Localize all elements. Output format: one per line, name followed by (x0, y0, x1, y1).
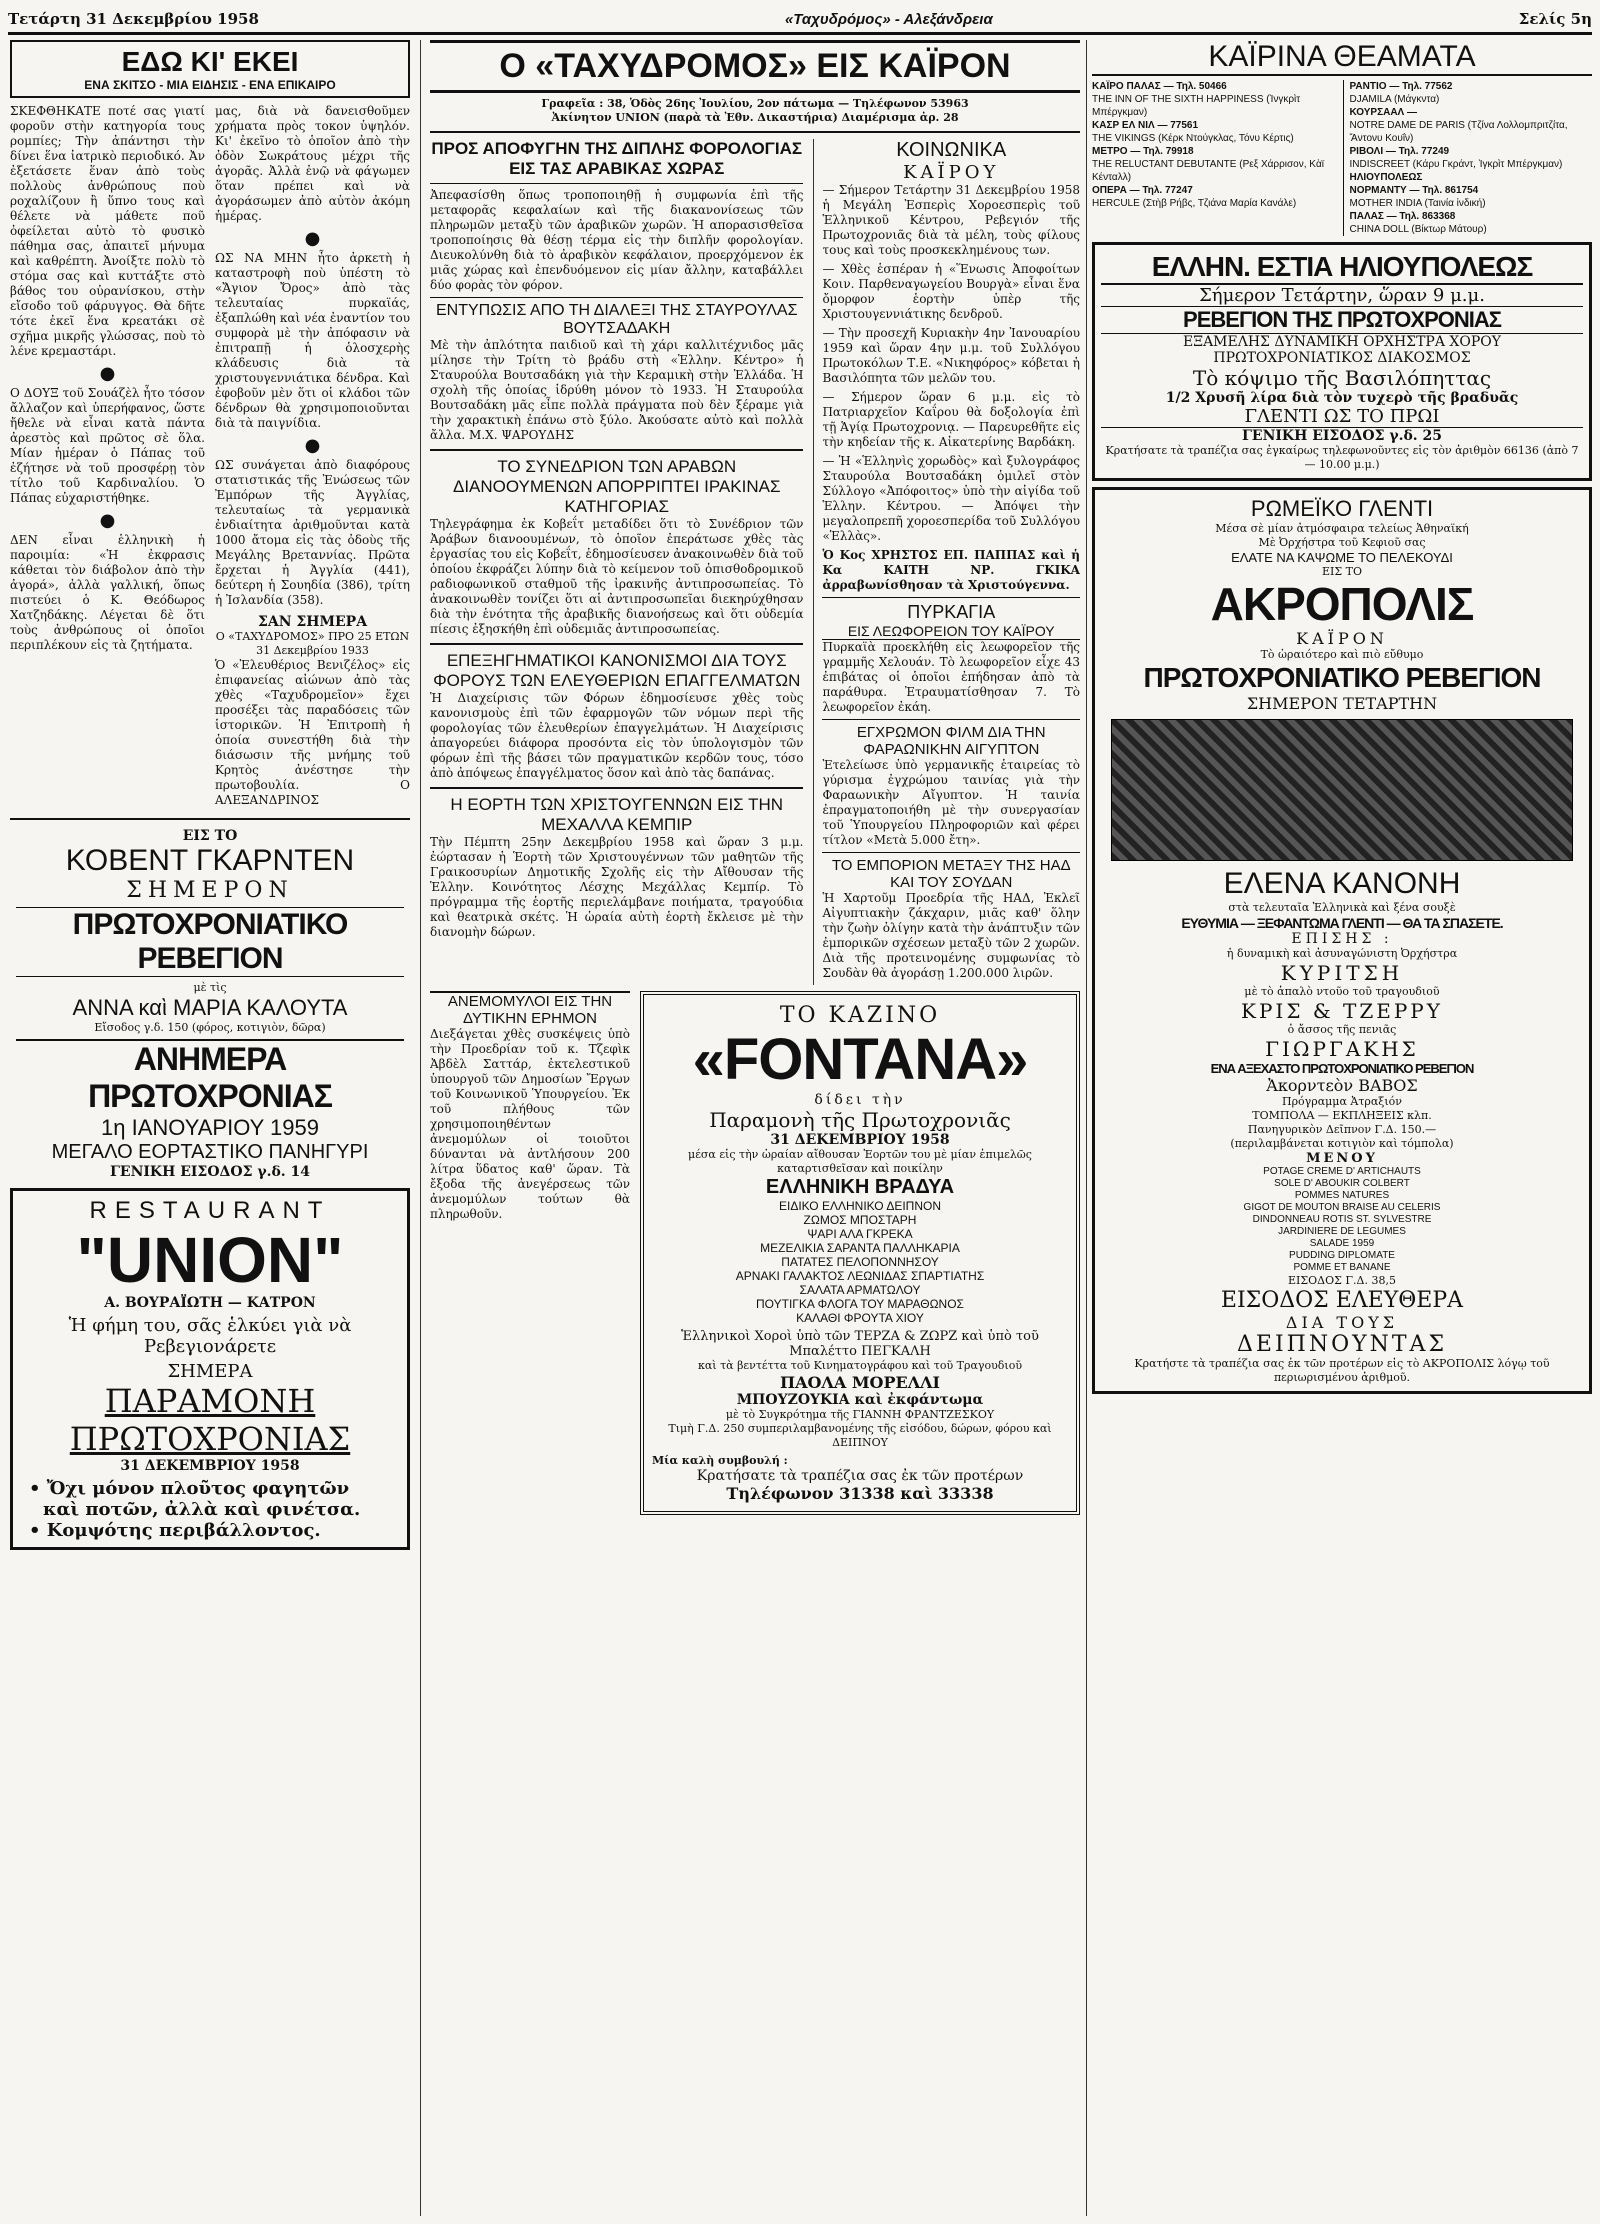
dinner-price: Πανηγυρικὸν Δεῖπνον Γ.Δ. 150.— (1247, 1123, 1437, 1136)
dinner-includes: (περιλαμβάνεται κοτιγιὸν καὶ τόμπολα) (1230, 1137, 1454, 1150)
hestia-entry: ΓΕΝΙΚΗ ΕΙΣΟΔΟΣ γ.δ. 25 (1101, 427, 1583, 444)
news-text: Ἐτελείωσε ὑπὸ γερμανικῆς ἑταιρείας τὸ γύρισμα ἐγχρώμου ταινίας γιὰ τὴν Φαραωνικὴν Αἴγυπτον. Ἡ ταινία ἐπραγματοποιήθη μὲ τὴν συνεργασίαν τοῦ Ὑπουργείου Πληροφοριῶν καὶ φέρει τίτλον «Μετὰ 5.000 ἔτη». (822, 758, 1080, 847)
entry-price: ΕΙΣΟΔΟΣ Γ.Δ. 38,5 (1288, 1274, 1396, 1287)
anniversary-title: ΣΑΝ ΣΗΜΕΡΑ (257, 614, 368, 630)
anniversary-date: 31 Δεκεμβρίου 1933 (256, 644, 369, 657)
news-title: ΤΟ ΕΜΠΟΡΙΟΝ ΜΕΤΑΞΥ ΤΗΣ ΗΑΔ ΚΑΙ ΤΟΥ ΣΟΥΔΑΝ (831, 857, 1071, 891)
menu-item: ΨΑΡΙ ΑΛΑ ΓΚΡΕΚΑ (807, 1227, 913, 1241)
article-paragraph: ΩΣ ΝΑ ΜΗΝ ἦτο ἀρκετὴ ἡ καταστροφὴ ποὺ ὑπέστη τὸ «Ἄγιον Ὄρος» ἀπὸ τὰς τελευταίας πυρκαϊάς, ἐξαπλώθη καὶ νέα ἐναντίον του συμφορὰ μὲ τὴν ἀπόφασιν νὰ ἐπιτραπῇ ἡ ὁλοσχερὴς κλάδευσις διὰ τὰ χριστουγεννιάτικα δένδρα. Καὶ ἐφοβοῦν μὲν ὅτι οἱ κλάδοι τῶν δένδρων θὰ χρησιμοποιοῦνται διὰ τὰ παιγνίδια. (215, 251, 410, 430)
article-title: Η ΕΟΡΤΗ ΤΩΝ ΧΡΙΣΤΟΥΓΕΝΝΩΝ ΕΙΣ ΤΗΝ ΜΕΧΑΛΛΑ ΚΕΜΠΙΡ (450, 795, 784, 834)
hestia-fun: ΓΛΕΝΤΙ ΩΣ ΤΟ ΠΡΩΙ (1244, 406, 1440, 427)
social-note: — Σήμερον Τετάρτην 31 Δεκεμβρίου 1958 ἡ Μεγάλη Ἐσπερὶς Χοροεσπερὶς τοῦ Ἑλληνικοῦ Κέντρου, Ρεβεγιόν τῆς Πρωτοχρονιᾶς διὰ τὰ μέλη, τοὺς φίλους τους καὶ τοὺς προσκεκλημένους των. (822, 183, 1080, 257)
restaurant-label: RESTAURANT (89, 1197, 331, 1224)
cinema-entry: NOTRE DAME DE PARIS (Τζίνα Λολλομπριτζίτα, Ἄντονυ Κουΐν) (1349, 120, 1568, 144)
fontana-night: ΕΛΛΗΝΙΚΗ ΒΡΑΔΥΑ (765, 1176, 955, 1198)
hestia-band: ΕΞΑΜΕΛΗΣ ΔΥΝΑΜΙΚΗ ΟΡΧΗΣΤΡΑ ΧΟΡΟΥ (1183, 334, 1501, 350)
for-label: ΔΙΑ ΤΟΥΣ (1285, 1313, 1399, 1332)
star-name: ΕΛΕΝΑ ΚΑΝΟΝΗ (1223, 867, 1461, 900)
office-address: Γραφεῖα : 38, Ὁδὸς 26ης Ἰουλίου, 2ον πάτωμα — Τηλέφωνον 53963 (541, 97, 969, 110)
cinema-entry: DJAMILA (Μάγκντα) (1349, 94, 1440, 105)
hestia-decor: ΠΡΩΤΟΧΡΟΝΙΑΤΙΚΟΣ ΔΙΑΚΟΣΜΟΣ (1213, 350, 1471, 366)
fontana-phone: Τηλέφωνον 31338 καὶ 33338 (726, 1484, 994, 1503)
fontana-eve: Παραμονὴ τῆς Πρωτοχρονιᾶς (709, 1108, 1011, 1132)
news-text: Ἡ Χαρτοῦμ Προεδρία τῆς ΗΑΔ, Ἐκλεῖ Αἰγυπτιακὴν ζάκχαριν, μιᾶς καθ' ὅλην τὴν ζωὴν ὀλίγην κατὰ τὴν ἀνάπτυξιν τῶν ἐμπορικῶν σχέσεων μεταξὺ τῶν 2 χωρῶν. Διὰ τῆς προτεινομένης συμφωνίας τὸ Σουδὰν θὰ ἀγοράσῃ 1.200.000 λιρῶν. (822, 891, 1080, 980)
fontana-book: Κρατήσατε τὰ τραπέζια σας ἐκ τῶν προτέρων (696, 1468, 1024, 1484)
edo-ki-ekei-header (10, 40, 410, 98)
cinema-entry: ΚΑΣΡ ΕΛ ΝΙΛ — 77561 (1092, 120, 1199, 131)
menu-item: SOLE D' ABOUKIR COLBERT (1274, 1178, 1410, 1189)
fontana-band: ΜΠΟΥΖΟΥΚΙΑ καὶ ἐκφάντωμα (736, 1392, 984, 1408)
cinema-entry: THE RELUCTANT DEBUTANTE (Ρεξ Χάρρισον, Κὰϊ Κένταλλ) (1092, 159, 1324, 183)
column-divider (420, 40, 421, 2216)
singers: ΑΝΝΑ καὶ ΜΑΡΙΑ ΚΑΛΟΥΤΑ (72, 995, 348, 1020)
hestia-ad (1092, 242, 1592, 481)
cinema-entry: THE VIKINGS (Κέρκ Ντούγκλας, Τόνυ Κέρτις) (1092, 133, 1294, 144)
program: Πρόγραμμα Ἀτραξιόν (1282, 1095, 1402, 1108)
star-desc: στὰ τελευταῖα Ἑλληνικὰ καὶ ξένα σουξὲ (1228, 901, 1456, 914)
cinema-entry: ΚΟΥΡΣΑΑΛ — (1349, 107, 1417, 118)
restaurant-fame: Ἡ φήμη του, σᾶς ἑλκύει γιὰ νὰ Ρεβεγιονάρετε (68, 1315, 352, 1357)
middle-column (430, 40, 1080, 2216)
paper-name: «Ταχυδρόμος» - Αλεξάνδρεια (784, 10, 993, 28)
romeiko-line: Μέσα σὲ μίαν ἀτμόσφαιρα τελείως Ἀθηναϊκή (1215, 522, 1469, 535)
venue-name: ΚΟΒΕΝΤ ΓΚΑΡΝΤΕΝ (65, 844, 355, 877)
social-subtitle: ΚΑΪΡΟΥ (903, 162, 1000, 183)
social-note: — Χθὲς ἑσπέραν ἡ «Ἕνωσις Ἀποφοίτων Κοιν. Παρθεναγωγείου Βουργὰ» εἶναι ἕνα ὄμορφον ἑορτὴν ὑπὲρ τῆς Χριστουγεννιάτικης δενδροῦ. (822, 262, 1080, 321)
union-bullet-text: Κομψότης περιβάλλοντος. (46, 1520, 321, 1541)
menu-item: ΠΑΤΑΤΕΣ ΠΕΛΟΠΟΝΝΗΣΟΥ (781, 1255, 939, 1269)
page-number: Σελίς 5η (1518, 10, 1592, 28)
article-text: Τὴν Πέμπτη 25ην Δεκεμβρίου 1958 καὶ ὥραν 3 μ.μ. ἐώρτασαν ἡ Ἑορτὴ τῶν Χριστουγέννων τῶν μαθητῶν τῆς Γραικοσυρίων Δημοτικῆς Σχολῆς εἰς τὴν Αἴθουσαν τῆς Ἑλλην. Κοινότητος Λέσχης Μεχάλλας Κεμπίρ. Τὸ πρόγραμμα τῆς ἑορτῆς περιελάμβανε ποιήματα, τραγούδια καὶ θεατρικὰ σκέτς. Ἡ ὡραία αὐτὴ ἑορτὴ ἔκλεισε μὲ τὴν διανομὴν δώρων. (430, 835, 804, 939)
union-bullet: • Κομψότης περιβάλλοντος. (29, 1520, 321, 1541)
news-subtitle: ΕΙΣ ΛΕΩΦΟΡΕΙΟΝ ΤΟΥ ΚΑΪΡΟΥ (822, 623, 1080, 640)
menu-item: ΚΑΛΑΘΙ ΦΡΟΥΤΑ ΧΙΟΥ (796, 1311, 924, 1325)
booking-note: Κρατήστε τὰ τραπέζια σας ἐκ τῶν προτέρων εἰς τὸ ΑΚΡΟΠΟΛΙΣ λόγῳ τοῦ περιωρισμένου ἀριθμοῦ. (1134, 1357, 1550, 1384)
fontana-gives: δίδει τὴν (814, 1092, 906, 1108)
ad-kicker: ΕΙΣ ΤΟ (182, 828, 238, 844)
mood-line: ΕΥΘΥΜΙΑ — ΞΕΦΑΝΤΩΜΑ ΓΛΕΝΤΙ — ΘΑ ΤΑ ΣΠΑΣΕΤΕ. (1181, 915, 1503, 931)
article-paragraph: μας, διὰ νὰ δανεισθοῦμεν χρήματα πρὸς τοκον ὑψηλόν. Κι' ἐκεῖνο τὸ ὁποῖον ἀπὸ τὴν ὁδὸν Σωκράτους μέχρι τῆς ἀγορᾶς. Ἀλλὰ ἐνῷ νὰ φάγωμεν ὅταν πρέπει καὶ νὰ ἀγοράσωμεν ἀπὸ αὐτὸν ἀκόμη ἡμέρας. (215, 104, 410, 223)
cinema-entry: ΜΕΤΡΟ — Τηλ. 79918 (1092, 146, 1194, 157)
article-paragraph: Ο ΔΟΥΞ τοῦ Σουάζὲλ ἦτο τόσον ἄλλαζον καὶ ὑπερήφανος, ὥστε ἤθελε νὰ εἶναι κατὰ πάντα ἀρεστὸς καὶ πρῶτος σὲ ὅλα. Μίαν ἡμέραν ὁ Πάπας τοῦ ἐζήτησε νὰ τοῦ προσφέρῃ τὸν τίτλο τοῦ Καρδιναλίου. Ὁ Πάπας εὐχαριστήθηκε. (10, 386, 205, 505)
union-eve: ΠΑΡΑΜΟΝΗ (104, 1382, 316, 1420)
menu-item: POTAGE CREME D' ARTICHAUTS (1263, 1166, 1421, 1177)
section-subtitle: ΕΝΑ ΣΚΙΤΣΟ - ΜΙΑ ΕΙΔΗΣΙΣ - ΕΝΑ ΕΠΙΚΑΙΡΟ (84, 78, 336, 92)
restaurant-name: "UNION" (76, 1224, 344, 1296)
menu-item: ΕΙΔΙΚΟ ΕΛΛΗΝΙΚΟ ΔΕΙΠΝΟΝ (778, 1199, 942, 1213)
social-title: ΚΟΙΝΩΝΙΚΑ (896, 139, 1007, 161)
article-text: Τηλεγράφημα ἐκ Κοβεΐτ μεταδίδει ὅτι τὸ Συνέδριον τῶν Ἀράβων διανοουμένων, τὸ ὁποῖον ἐπεράτωσε χθὲς τὰς ἐργασίας του εἰς Κοβεΐτ, ἐδημοσίευσεν ἀνακοινωθὲν διὰ τοῦ ὁποίου ἐκφράζει λύπην διὰ τὸ κείμενον τοῦ ὀπισθοδρομικοῦ ραδιοφωνικοῦ σταθμοῦ τῆς ἰρακινῆς ἀντιπροσωπείας. Τὸ ἀνακοινωθὲν τονίζει ὅτι αἱ ἀντιπροσωπεῖαι διεκηρύχθησαν διὰ τὴν ἑνότητα τῆς ἀραβικῆς διανοήσεως καὶ ὅτι οὐδεμία πίεσις ἐξησκήθη ἐπὶ οὐδεμιᾶς ἀντιπροσωπείας. (430, 517, 804, 636)
ornament-icon: ● (304, 435, 321, 456)
hestia-gold: 1/2 Χρυσῆ λίρα διὰ τὸν τυχερὸ τῆς βραδυᾶς (1165, 390, 1519, 406)
ornament-icon: ● (304, 228, 321, 249)
cinema-entry: ΠΑΛΑΣ — Τηλ. 863368 (1349, 211, 1456, 222)
accordion: Ἀκορντεὸν ΒΑΒΟΣ (1266, 1076, 1418, 1095)
romeiko-line: ΕΛΑΤΕ ΝΑ ΚΑΨΩΜΕ ΤΟ ΠΕΛΕΚΟΥΔΙ (1231, 550, 1453, 565)
union-new-year: ΠΡΩΤΟΧΡΟΝΙΑΣ (69, 1420, 351, 1458)
covent-garden-ad (10, 826, 410, 1182)
event-date: 1η ΙΑΝΟΥΑΡΙΟΥ 1959 (101, 1115, 319, 1140)
social-note: — Ἡ «Ἑλληνὶς χορωδὸς» καὶ ξυλογράφος Σταυρούλα Βουτσαδάκη ὁμιλεῖ στὸν Σύλλογο «Ἀπόφοιτος» ὑπὸ τὴν αἰγίδα τοῦ Ἑλλην. Κέντρου. — Ἀπόψει τὴν μεγαλοπρεπῆ χοροεσπερίδα τοῦ Συλλόγου «Ἑλλὰς». (822, 454, 1080, 543)
ace-name: ΓΙΩΡΓΑΚΗΣ (1265, 1037, 1419, 1061)
article-paragraph: ΣΚΕΦΘΗΚΑΤΕ ποτέ σας γιατί φοροῦν στὴν κατηγορία τους ρομπίες; Τὴν ἀπάντησι τὴν δίνει ἕνα ἰατρικὸ περιοδικό. Ἀν ἐξετάσετε ἕναν ἀπὸ τοὺς πολλοὺς ἀνθρώπους ποὺ ροχαλίζουν ἢ ὕπνο τους καὶ θέλετε νὰ μάθετε ποῦ ὀφείλεται αὐτὸ τὸ φυσικὸ πάθημα σας, ἀπαιτεῖ μήνυμα καὶ καθρέπτη. Ἀνοίξτε πολὺ τὸ στόμα σας καὶ κυττάξτε στὸ βάθος του οὐρανίσκου, στὴν εἴσοδο τοῦ φάρυγγος. Θὰ δῆτε τότε ἐκεῖ ἕνα κρεατάκι σὲ σχῆμα μικρῆς γλώσσας, ποὺ τὸ λένε κρεμαστάρι. (10, 104, 205, 358)
article-text: Ἀπεφασίσθη ὅπως τροποποιηθῇ ἡ συμφωνία ἐπὶ τῆς μεταφορᾶς κεφαλαίων καὶ τῆς διακανονίσεως τῶν πληρωμῶν μεταξὺ τῶν ἀραβικῶν χωρῶν. Ἡ απορασισθεῖσα τροποποίησις θὰ θέσῃ τέρμα εἰς τὴν διπλῆν φορολογίαν. Διευκολύνθη διὰ τὸ ἀραβικὸν κεφάλαιον, προερχόμενον ἐκ μιᾶς χώρας καὶ ἐπενδυόμενον εἰς μίαν ἄλλην, καταβάλλει δύο φορὰς τὸν φόρον. (430, 188, 804, 292)
free-entry: ΕΙΣΟΔΟΣ ΕΛΕΥΘΕΡΑ (1220, 1288, 1464, 1313)
romeiko-line: Μὲ Ὀρχήστρα τοῦ Κεφιοῦ σας (1258, 536, 1426, 549)
orchestra-leader: ΚΥΡΙΤΣΗ (1280, 961, 1404, 985)
entry-price: Εἴσοδος γ.δ. 150 (φόρος, κοτιγιὸν, δῶρα) (94, 1021, 326, 1034)
hestia-cake: Τὸ κόψιμο τῆς Βασιλόπηττας (1192, 366, 1492, 390)
cinemas-title: ΚΑΪΡΙΝΑ ΘΕΑΜΑΤΑ (1092, 40, 1592, 76)
cinema-entry: CHINA DOLL (Βίκτωρ Μάτουρ) (1349, 224, 1487, 235)
cinema-entry: ΟΠΕΡΑ — Τηλ. 77247 (1092, 185, 1193, 196)
article-paragraph: ΩΣ συνάγεται ἀπὸ διαφόρους στατιστικάς τῆς Ἐνώσεως τῶν Ἐμπόρων τῆς Ἀγγλίας, τελευταίως τὰ γερμανικὰ ἐνδιαίτητα ἀριθμοῦνται κατὰ 1000 ἄτομα εἰς τὰς ὀδοὺς τῆς Μεγάλης Βρεταννίας. Πρῶτα ἔρχεται ἡ Ἀγγλία (441), δεύτερη ἡ Σουηδία (386), τρίτη ἡ Ἰσλανδία (358). (215, 458, 410, 607)
with-label: μὲ τὸ ἁπαλὸ ντοῦο τοῦ τραγουδιοῦ (1244, 985, 1440, 998)
cinema-entry: ΡΑΝΤΙΟ — Τηλ. 77562 (1349, 81, 1453, 92)
union-bullet-text: Ὄχι μόνον πλοῦτος φαγητῶν (46, 1478, 350, 1499)
menu-item: GIGOT DE MOUTON BRAISE AU CELERIS (1243, 1202, 1441, 1213)
ad-with: μὲ τὶς (193, 981, 227, 994)
menu-item: ΜΕΖΕΛΙΚΙΑ ΣΑΡΑΝΤΑ ΠΑΛΛΗΚΑΡΙΑ (760, 1241, 960, 1255)
social-note: — Σήμερον ὥραν 6 μ.μ. εἰς τὸ Πατριαρχεῖον Καΐρου θὰ δοξολογία ἐπὶ τῇ Ἁγίᾳ Πρωτοχρονιᾳ. — Παρευρεθῆτε εἰς τὴν κηδείαν τῆς κ. Αἰκατερίνης Βαρδάκη. (822, 390, 1080, 449)
page-header (8, 6, 1592, 35)
orchestra-desc: ἡ δυναμικὴ καὶ ἀσυναγώνιστη Ὀρχήστρα (1226, 947, 1458, 960)
event-day: ΣΗΜΕΡΟΝ ΤΕΤΑΡΤΗΝ (1246, 694, 1438, 713)
anniversary-subtitle: Ο «ΤΑΧΥΔΡΟΜΟΣ» ΠΡΟ 25 ΕΤΩΝ (215, 630, 410, 643)
fontana-advice: Μία καλὴ συμβουλή : (652, 1454, 788, 1467)
menu-item: ΖΩΜΟΣ ΜΠΟΣΤΑΡΗ (803, 1213, 917, 1227)
news-title: ΠΥΡΚΑΓΙΑ (907, 602, 996, 622)
office-address: Ἀκίνητον UNION (παρὰ τὰ Ἐθν. Δικαστήρια) Διαμέρισμα ἀρ. 28 (551, 111, 959, 124)
masthead: Ο «ΤΑΧΥΔΡΟΜΟΣ» ΕΙΣ ΚΑΪΡΟΝ (430, 40, 1080, 93)
casino-name: «FONTANA» (692, 1027, 1028, 1092)
article-title: ΑΝΕΜΟΜΥΛΟΙ ΕΙΣ ΤΗΝ ΔΥΤΙΚΗΝ ΕΡΗΜΟΝ (430, 991, 630, 1027)
new-year-day: ΑΝΗΜΕΡΑ ΠΡΩΤΟΧΡΟΝΙΑΣ (16, 1039, 404, 1115)
hestia-time: Σήμερον Τετάρτην, ὥραν 9 μ.μ. (1199, 285, 1485, 306)
hestia-event: ΡΕΒΕΓΙΟΝ ΤΗΣ ΠΡΩΤΟΧΡΟΝΙΑΣ (1101, 306, 1583, 334)
union-date: 31 ΔΕΚΕΜΒΡΙΟΥ 1958 (120, 1458, 300, 1474)
fontana-dance: Ἑλληνικοὶ Χοροὶ ὑπὸ τῶν ΤΕΡΖΑ & ΖΩΡΖ καὶ ὑπὸ τοῦ Μπαλέττο ΠΕΓΚΑΛΗ (681, 1329, 1039, 1359)
union-bullet: • Ὄχι μόνον πλοῦτος φαγητῶν (29, 1478, 350, 1499)
akropolis-ad (1092, 487, 1592, 1394)
article-text: Ἡ Διαχείρισις τῶν Φόρων ἐδημοσίευσε χθὲς τοὺς κανονισμοὺς ἐπὶ τῶν ἐφαρμογῶν τῶν νόμων περὶ τῆς φορολογίας τῶν ἐλευθερίων ἐπαγγελμάτων. Ἡ Διαχείρισις ἀπαγορεύει διάφορα προσόντα εἰς τὸν ὑπολογισμὸν τῶν φόρων ἐπὶ τῆς βάσει τῶν πραγματικῶν κερδῶν τους, τόσο ἀπὸ ἀπόψεως ἐπαγγέλματος ὅσον καὶ ἀπὸ τὰς δαπάνας. (430, 691, 804, 780)
column-divider (1086, 40, 1087, 2216)
article-title: ΠΡΟΣ ΑΠΟΦΥΓΗΝ ΤΗΣ ΔΙΠΛΗΣ ΦΟΡΟΛΟΓΙΑΣ ΕΙΣ ΤΑΣ ΑΡΑΒΙΚΑΣ ΧΩΡΑΣ (431, 139, 803, 178)
ad-today: ΣΗΜΕΡΟΝ (126, 878, 294, 903)
hestia-book: Κρατήσατε τὰ τραπέζια σας ἐγκαίρως τηλεφωνοῦντες εἰς τὸν ἀριθμὸν 66136 (ἀπὸ 7 — 10.00 μ.μ.) (1105, 444, 1579, 471)
article-text: Μὲ τὴν ἀπλότητα παιδιοῦ καὶ τὴ χάρι καλλιτέχνιδος μᾶς μίλησε τὴν Τρίτη τὸ βράδυ στὴ «Ἑλλην. Κέντρο» ἡ Σταυρούλα Βουτσαδάκη γιὰ τὴν Κεραμικὴ στὴν Ἑλλάδα. Ἡ σχολὴ τῆς ὁποίας ἱδρύθη μόνον τὸ 1933. Ἡ Σταυρούλα Βουτσαδάκη μᾶς εἶπε πολλὰ πράγματα ποὺ δὲν ξέραμε γιὰ τὴν χαρακτικὴ ἐπάνω στὸ ξύλο. Ἀκούσατε αὐτὸ καὶ πολλὰ ἄλλα. Μ.Χ. ΨΑΡΟΥΔΗΣ (430, 338, 804, 442)
ornament-icon: ● (99, 510, 116, 531)
left-column (10, 40, 410, 2216)
menu-item: ΑΡΝΑΚΙ ΓΑΛΑΚΤΟΣ ΛΕΩΝΙΔΑΣ ΣΠΑΡΤΙΑΤΗΣ (735, 1269, 985, 1283)
news-text: Πυρκαϊὰ προεκλήθη εἰς λεωφορεῖον τῆς γραμμῆς Χελουάν. Τὸ λεωφορεῖον εἶχε 43 ἐπιβάτας οἱ ὁποῖοι ἐπήδησαν ἀπὸ τὰ παράθυρα. Ἐτραυματίσθησαν 7. Τὸ λεωφορεῖον ἐκάη. (822, 640, 1080, 714)
ace-label: ὁ ἄσσος τῆς πενιᾶς (1287, 1023, 1397, 1036)
fontana-singer: καὶ τὰ βεντέττα τοῦ Κινηματογράφου καὶ τοῦ Τραγουδιοῦ (697, 1359, 1023, 1372)
cinema-list-right (1343, 80, 1593, 236)
menu-item: DINDONNEAU ROTIS ST. SYLVESTRE (1252, 1214, 1432, 1225)
cinema-entry: MOTHER INDIA (Ταινία ἰνδική) (1349, 198, 1486, 209)
article-text: Διεξάγεται χθὲς συσκέψεις ὑπὸ τὴν Προεδρίαν τοῦ κ. Τζεφὶκ Ἀβδὲλ Σαττάρ, ἐκτελεστικοῦ ὑπουργοῦ τῶν Δημοσίων Ἔργων τοῦ Κοινωνικοῦ Ὑπουργείου. Ἐκ τοῦ πλήθους τῶν χρησιμοποιηθέντων ἀνεμομύλων οἱ τοιοῦτοι δύνανται νὰ ἀντλήσουν 200 λίτρα ὕδατος καθ' ὥραν. Τὰ ἔξοδα τῆς ἀνεγέρσεως τῶν ἀνεμομύλων τούτων θὰ πληρωθοῦν. (430, 1027, 630, 1221)
romeiko-line: ΕΙΣ ΤΟ (1321, 565, 1362, 578)
menu-item: POMMES NATURES (1294, 1190, 1390, 1201)
menu-title: ΜΕΝΟΥ (1306, 1151, 1378, 1166)
romeiko-line: Τὸ ὡραιότερο καὶ πιὸ εὔθυμο (1260, 648, 1424, 661)
ornament-icon: ● (99, 363, 116, 384)
article-title: ΤΟ ΣΥΝΕΔΡΙΟΝ ΤΩΝ ΑΡΑΒΩΝ ΔΙΑΝΟΟΥΜΕΝΩΝ ΑΠΟΡΡΙΠΤΕΙ ΙΡΑΚΙΝΑΣ ΚΑΤΗΓΟΡΙΑΣ (452, 457, 781, 516)
article-title: ΕΠΕΞΗΓΗΜΑΤΙΚΟΙ ΚΑΝΟΝΙΣΜΟΙ ΔΙΑ ΤΟΥΣ ΦΟΡΟΥΣ ΤΩΝ ΕΛΕΥΘΕΡΙΩΝ ΕΠΑΓΓΕΛΜΑΤΩΝ (433, 651, 801, 690)
orchestra-photo (1111, 719, 1573, 861)
article-paragraph: ΔΕΝ εἶναι ἑλληνικὴ ἡ παροιμία: «Ἡ ἐκφρασις κάθεται τὸν διάβολον ἀπὸ τὴν ἀγορά», ἀλλὰ γαλλική, ὅπως πιστεύει ὁ Κ. Θεόδωρος Χατζηδάκης. Λέγεται δὲ ὅτι τοὺς ἀνθρώπους οἱ ὁποῖοι περιπλέκουν εἰς τὰ ζητήματα. (10, 533, 205, 652)
menu-item: PUDDING DIPLOMATE (1289, 1250, 1395, 1261)
duo-name: ΚΡΙΣ & ΤΖΕΡΡΥ (1241, 999, 1443, 1023)
cinema-entry: ΡΙΒΟΛΙ — Τηλ. 77249 (1349, 146, 1450, 157)
fontana-casino-ad (640, 991, 1080, 1515)
romeiko-title: ΡΩΜΕΪΚΟ ΓΛΕΝΤΙ (1250, 496, 1434, 521)
event-name: ΠΡΩΤΟΧΡΟΝΙΑΤΙΚΟ ΡΕΒΕΓΙΟΝ (16, 907, 404, 977)
union-bullet: καὶ ποτῶν, ἀλλὰ καὶ φινέτσα. (43, 1499, 361, 1520)
fontana-price: Τιμὴ Γ.Δ. 250 συμπεριλαμβανομένης τῆς εἰσόδου, δώρων, φόρου καὶ ΔΕΙΠΝΟΥ (668, 1422, 1052, 1449)
engagement-note: Ὁ Κος ΧΡΗΣΤΟΣ ΕΠ. ΠΑΠΠΑΣ καὶ ἡ Κα ΚΑΙΤΗ ΝΡ. ΓΚΙΚΑ ἀρραβωνίσθησαν τὰ Χριστούγεννα. (822, 548, 1080, 592)
section-title: ΕΔΩ ΚΙ' ΕΚΕΙ (121, 46, 299, 77)
anniversary-text: Ὁ «Ἐλευθέριος Βενιζέλος» εἰς ἐπιφανείας αἰώνων ἀπὸ τὰς χθὲς «Ταχυδρομεῖον» ἔχει προσέξει τὰς παραδόσεις τῶν ἱστορικῶν. Ἡ Ἐπιτροπὴ ἡ ὁποία συνεστήθη διὰ τὴν διάσωσιν τῆς μνήμης τοῦ Κρητὸς ἀνέστησε τὴν πρωτοβουλία. Ο ΑΛΕΞΑΝΔΡΙΝΟΣ (215, 658, 410, 807)
menu-item: ΣΑΛΑΤΑ ΑΡΜΑΤΩΛΟΥ (799, 1283, 921, 1297)
cinema-entry: ΚΑΪΡΟ ΠΑΛΑΣ — Τηλ. 50466 (1092, 81, 1227, 92)
unforgettable: ΕΝΑ ΑΞΕΧΑΣΤΟ ΠΡΩΤΟΧΡΟΝΙΑΤΙΚΟ ΡΕΒΕΓΙΟΝ (1210, 1061, 1474, 1076)
right-column (1092, 40, 1592, 2216)
news-title: ΕΓΧΡΩΜΟΝ ΦΙΛΜ ΔΙΑ ΤΗΝ ΦΑΡΑΩΝΙΚΗΝ ΑΙΓΥΠΤΟΝ (856, 724, 1046, 758)
hestia-name: ΕΛΛΗΝ. ΕΣΤΙΑ ΗΛΙΟΥΠΟΛΕΩΣ (1101, 251, 1583, 285)
restaurant-owner: Α. ΒΟΥΡΑΪΩΤΗ — ΚΑΤΡΟΝ (104, 1295, 316, 1311)
general-entry: ΓΕΝΙΚΗ ΕΙΣΟΔΟΣ γ.δ. 14 (109, 1164, 311, 1180)
article-title: ΕΝΤΥΠΩΣΙΣ ΑΠΟ ΤΗ ΔΙΑΛΕΞΙ ΤΗΣ ΣΤΑΥΡΟΥΛΑΣ ΒΟΥΤΣΑΔΑΚΗ (435, 302, 798, 337)
venue-name: ΑΚΡΟΠΟΛΙΣ (1210, 578, 1474, 630)
union-today: ΣΗΜΕΡΑ (167, 1361, 253, 1382)
union-restaurant-ad (10, 1188, 410, 1550)
cinema-entry: INDISCREET (Κάρυ Γκράντ, Ἰγκρὶτ Μπέργκμαν) (1349, 159, 1563, 170)
cinema-entry: THE INN OF THE SIXTH HAPPINESS (Ἰνγκρὶτ Μπέργκμαν) (1092, 94, 1301, 118)
cinema-entry: HERCULE (Στὴβ Ρήβς, Τζιάνα Μαρία Κανάλε) (1092, 198, 1297, 209)
social-note: — Τὴν προσεχῆ Κυριακὴν 4ην Ἰανουαρίου 1959 καὶ ὥραν 4ην μ.μ. τοῦ Συλλόγου Πρωτοκόλων Τ.Ε. «Νικηφόρος» κόβεται ἡ Βασιλόπητα τῶν μελῶν του. (822, 326, 1080, 385)
fontana-orchestra: μὲ τὸ Συγκρότημα τῆς ΓΙΑΝΝΗ ΦΡΑΝΤΖΕΣΚΟΥ (725, 1408, 995, 1421)
casino-label: ΤΟ ΚΑΖΙΝΟ (779, 1003, 941, 1028)
also-label: ΕΠΙΣΗΣ : (1291, 931, 1393, 947)
cinema-list-left (1092, 80, 1335, 236)
menu-item: ΠΟΥΤΙΓΚΑ ΦΛΟΓΑ ΤΟΥ ΜΑΡΑΘΩΝΟΣ (756, 1297, 964, 1311)
festival: ΜΕΓΑΛΟ ΕΟΡΤΑΣΤΙΚΟ ΠΑΝΗΓΥΡΙ (51, 1141, 369, 1163)
menu-item: SALADE 1959 (1309, 1238, 1375, 1249)
menu-item: POMME ET BANANE (1293, 1262, 1391, 1273)
venue-city: ΚΑΪΡΟΝ (1296, 629, 1388, 648)
diners-label: ΔΕΙΠΝΟΥΝΤΑΣ (1237, 1332, 1447, 1357)
issue-date: Τετάρτη 31 Δεκεμβρίου 1958 (8, 10, 259, 28)
fontana-desc: μέσα εἰς τὴν ὡραίαν αἴθουσαν Ἑορτῶν του μὲ μίαν ἐπιμελῶς καταρτισθεῖσαν καὶ ποικίλην (688, 1148, 1032, 1175)
tombola: ΤΟΜΠΟΛΑ — ΕΚΠΛΗΞΕΙΣ κλπ. (1252, 1109, 1432, 1122)
fontana-morelli: ΠΑΟΛΑ ΜΟΡΕΛΛΙ (779, 1373, 941, 1392)
cinema-entry: ΝΟΡΜΑΝΤΥ — Τηλ. 861754 (1349, 185, 1479, 196)
event-name: ΠΡΩΤΟΧΡΟΝΙΑΤΙΚΟ ΡΕΒΕΓΙΟΝ (1143, 662, 1541, 693)
cinema-entry: ΗΛΙΟΥΠΟΛΕΩΣ (1349, 172, 1423, 183)
menu-item: JARDINIERE DE LEGUMES (1278, 1226, 1406, 1237)
fontana-date: 31 ΔΕΚΕΜΒΡΙΟΥ 1958 (770, 1132, 950, 1148)
